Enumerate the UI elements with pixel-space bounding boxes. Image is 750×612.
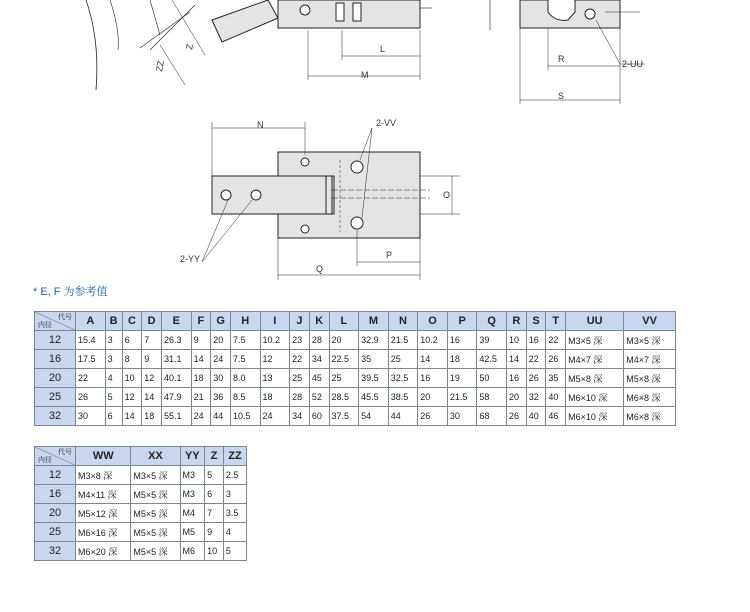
table-cell: 22 [546,331,566,350]
table-cell: 9 [205,523,224,542]
table-cell: 26 [76,388,106,407]
table-row [35,523,247,542]
column-header: Z [205,447,224,466]
table-cell: 7 [142,331,162,350]
bore-size-cell: 20 [35,504,76,523]
table-cell: 37.5 [329,407,359,426]
bore-size-cell: 32 [35,407,76,426]
table-row [35,466,247,485]
column-header: B [105,312,122,331]
dim-label-yy: 2-YY [180,254,201,264]
dim-label-z: Z [184,43,195,51]
table-cell: 28 [290,388,310,407]
table-cell: M5 [180,523,205,542]
column-header: L [329,312,359,331]
table-cell: 8 [122,350,142,369]
bore-size-cell: 16 [35,350,76,369]
table-cell: 42.5 [477,350,507,369]
table-cell: 15.4 [76,331,106,350]
table-cell: 18 [447,350,477,369]
column-header: K [309,312,329,331]
table-row [35,388,676,407]
table-cell: 22 [526,350,546,369]
table-cell: 6 [105,407,122,426]
corner-code-label: 代号 [58,314,72,321]
table-cell: 4 [223,523,246,542]
table-cell: 26 [507,407,527,426]
table-cell: 10 [122,369,142,388]
table-cell: M5×5 深 [131,485,180,504]
table-row [35,504,247,523]
table-cell: 3 [105,350,122,369]
table-cell: M6×10 深 [566,388,624,407]
table-cell: 34 [290,407,310,426]
column-header: Q [477,312,507,331]
column-header: ZZ [223,447,246,466]
table-row [35,350,676,369]
table-cell: 20 [418,388,448,407]
table-cell: 14 [191,350,211,369]
table-row [35,407,676,426]
table-cell: 10.2 [260,331,290,350]
table-cell: 16 [418,369,448,388]
column-header: YY [180,447,205,466]
table-cell: 46 [546,407,566,426]
dim-label-n: N [257,120,264,130]
table-cell: 40.1 [161,369,191,388]
table-cell: 9 [142,350,162,369]
column-header: E [161,312,191,331]
table-cell: 40 [526,407,546,426]
table-cell: M3×8 深 [76,466,131,485]
table-cell: 26 [418,407,448,426]
table-cell: 16 [526,331,546,350]
table-cell: M5×12 深 [76,504,131,523]
table-cell: 16 [447,331,477,350]
table-cell: M4×7 深 [566,350,624,369]
table-cell: 45 [309,369,329,388]
table-cell: 22 [76,369,106,388]
table-cell: 34 [309,350,329,369]
column-header: M [359,312,389,331]
table-cell: 52 [309,388,329,407]
dim-label-zz: ZZ [154,59,166,73]
corner-code-label: 代号 [58,449,72,456]
table-cell: M4 [180,504,205,523]
table-cell: M6×16 深 [76,523,131,542]
table-cell: M5×5 深 [131,542,180,561]
table-cell: M6×8 深 [624,407,676,426]
table-cell: 60 [309,407,329,426]
table-cell: 45.5 [359,388,389,407]
table-cell: M3 [180,485,205,504]
table-cell: 4 [105,369,122,388]
technical-drawing [0,0,750,285]
table-cell: 7 [205,504,224,523]
dim-label-m: M [361,70,369,80]
table-row [35,331,676,350]
table-cell: 3.5 [223,504,246,523]
table-cell: 28.5 [329,388,359,407]
column-header: D [142,312,162,331]
table-cell: 14 [142,388,162,407]
table-cell: 35 [359,350,389,369]
bore-size-cell: 12 [35,331,76,350]
column-header: O [418,312,448,331]
table-cell: 14 [122,407,142,426]
table-cell: M3×5 深 [566,331,624,350]
table-cell: 32.5 [388,369,418,388]
table-cell: 35 [546,369,566,388]
table-cell: 6 [205,485,224,504]
table-cell: 50 [477,369,507,388]
table-cell: 28 [309,331,329,350]
table-cell: 32 [526,388,546,407]
table-cell: 22.5 [329,350,359,369]
bore-size-cell: 25 [35,388,76,407]
table-cell: 39 [477,331,507,350]
table-cell: 12 [260,350,290,369]
table-cell: 47.9 [161,388,191,407]
table-cell: 24 [191,407,211,426]
table-cell: 5 [205,466,224,485]
bore-size-cell: 20 [35,369,76,388]
bore-size-cell: 32 [35,542,76,561]
column-header: R [507,312,527,331]
column-header: UU [566,312,624,331]
table-cell: M5×8 深 [566,369,624,388]
table-cell: 19 [447,369,477,388]
table-cell: 6 [122,331,142,350]
table-cell: 22 [290,350,310,369]
column-header: T [546,312,566,331]
table-cell: 12 [122,388,142,407]
table-cell: 58 [477,388,507,407]
table-cell: 10.2 [418,331,448,350]
table-cell: M6 [180,542,205,561]
corner-bore-label: 内径 [38,457,52,464]
table-cell: 20 [329,331,359,350]
table-cell: 39.5 [359,369,389,388]
bore-size-cell: 25 [35,523,76,542]
dim-label-uu: 2-UU [622,59,644,69]
table-cell: 18 [191,369,211,388]
table-cell: 7.5 [230,331,260,350]
table-cell: 54 [359,407,389,426]
table-cell: 26.3 [161,331,191,350]
column-header: F [191,312,211,331]
bore-size-cell: 12 [35,466,76,485]
table-cell: 7.5 [230,350,260,369]
table-cell: M5×5 深 [131,523,180,542]
table-cell: 5 [223,542,246,561]
table-cell: 21.5 [447,388,477,407]
table-row [35,542,247,561]
table-cell: 18 [142,407,162,426]
table-cell: M4×7 深 [624,350,676,369]
spec-table-main [34,311,676,426]
table-cell: 26 [546,350,566,369]
table-cell: M3×5 深 [624,331,676,350]
table-cell: 55.1 [161,407,191,426]
table-cell: 26 [526,369,546,388]
table-cell: 68 [477,407,507,426]
table-cell: 10 [507,331,527,350]
dim-label-p: P [386,250,393,260]
column-header: I [260,312,290,331]
table-cell: 25 [388,350,418,369]
table-cell: 8.5 [230,388,260,407]
table-cell: 21 [191,388,211,407]
table-cell: 25 [290,369,310,388]
table-cell: 18 [260,388,290,407]
table-cell: 14 [418,350,448,369]
table-cell: 10 [205,542,224,561]
dim-label-q: Q [316,264,324,274]
dim-label-l: L [380,44,386,54]
table-cell: 36 [211,388,231,407]
table-cell: 3 [223,485,246,504]
dim-label-s: S [558,91,565,101]
table-corner-cell [35,447,76,466]
table-cell: M5×5 深 [131,504,180,523]
table-cell: 12 [142,369,162,388]
table-header-row [35,447,247,466]
dim-label-vv: 2-VV [376,118,397,128]
table-cell: 30 [211,369,231,388]
column-header: H [230,312,260,331]
table-cell: 44 [211,407,231,426]
bore-size-cell: 16 [35,485,76,504]
table-cell: 30 [447,407,477,426]
column-header: G [211,312,231,331]
table-corner-cell [35,312,76,331]
table-row [35,485,247,504]
table-cell: 24 [260,407,290,426]
table-cell: M5×8 深 [624,369,676,388]
table-cell: 20 [507,388,527,407]
table-cell: 13 [260,369,290,388]
column-header: WW [76,447,131,466]
table-cell: M3×5 深 [131,466,180,485]
column-header: J [290,312,310,331]
table-cell: 23 [290,331,310,350]
table-cell: 40 [546,388,566,407]
column-header: VV [624,312,676,331]
table-cell: 17.5 [76,350,106,369]
table-cell: 14 [507,350,527,369]
table-cell: 31.1 [161,350,191,369]
column-header: N [388,312,418,331]
table-cell: M6×20 深 [76,542,131,561]
column-header: P [447,312,477,331]
table-cell: 8.0 [230,369,260,388]
table-cell: 25 [329,369,359,388]
table-cell: 21.5 [388,331,418,350]
corner-bore-label: 内径 [38,322,52,329]
table-cell: 24 [211,350,231,369]
dim-label-r: R [558,54,565,64]
table-cell: 5 [105,388,122,407]
table-header-row [35,312,676,331]
table-cell: 30 [76,407,106,426]
table-cell: 2.5 [223,466,246,485]
column-header: XX [131,447,180,466]
table-cell: 16 [507,369,527,388]
table-cell: M3 [180,466,205,485]
table-cell: 10.5 [230,407,260,426]
table-cell: 44 [388,407,418,426]
table-cell: M6×10 深 [566,407,624,426]
table-cell: 20 [211,331,231,350]
table-cell: M4×11 深 [76,485,131,504]
table-cell: 38.5 [388,388,418,407]
spec-table-secondary [34,446,247,561]
column-header: A [76,312,106,331]
table-cell: M6×8 深 [624,388,676,407]
table-cell: 32.9 [359,331,389,350]
column-header: C [122,312,142,331]
dim-label-o: O [443,190,451,200]
column-header: S [526,312,546,331]
reference-note: * E, F 为参考值 [33,286,108,298]
table-cell: 9 [191,331,211,350]
table-cell: 3 [105,331,122,350]
table-row [35,369,676,388]
